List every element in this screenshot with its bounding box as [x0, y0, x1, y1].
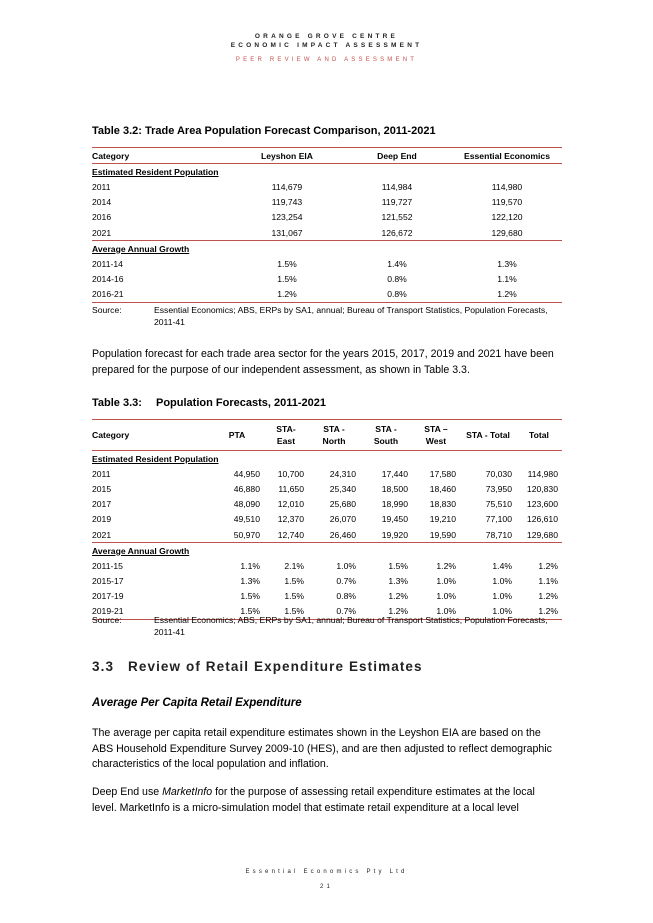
row-label: 2011: [92, 181, 111, 192]
table-cell: 114,679: [271, 181, 303, 192]
table-cell: 11,650: [278, 483, 304, 494]
column-header: STA - South: [360, 420, 412, 451]
column-header: Total: [516, 420, 562, 451]
table-cell: 1.2%: [516, 604, 562, 620]
table-row: [92, 527, 562, 543]
footer-company: Essential Economics Pty Ltd: [245, 869, 408, 875]
table-cell: 49,510: [233, 514, 260, 525]
table-cell: 114,984: [381, 181, 413, 192]
table-row: [92, 195, 562, 210]
source-label: Source:: [92, 305, 122, 315]
table-cell: 1.2%: [388, 591, 408, 602]
table-cell: 12,010: [277, 499, 304, 510]
table-cell: 18,990: [381, 499, 408, 510]
table-cell: 17,580: [429, 468, 456, 479]
section-row: [92, 543, 562, 559]
table-cell: 126,610: [526, 514, 558, 525]
table-cell: 1.0%: [460, 604, 516, 620]
table-3-2-title: Table 3.2: Trade Area Population Forecast Comparison, 2011-2021: [92, 125, 436, 137]
column-header: Essential Economics: [452, 148, 562, 164]
table-row: [92, 497, 562, 512]
column-header: STA- East: [264, 420, 308, 451]
source-text: Essential Economics; ABS, ERPs by SA1, annual; Bureau of Transport Statistics, Population Forecasts, 2011-41: [154, 305, 548, 327]
table-row: [92, 225, 562, 241]
table-cell: 1.0%: [436, 591, 456, 602]
column-header: Category: [92, 148, 232, 164]
section-row: [92, 164, 562, 180]
table-cell: 18,500: [381, 483, 408, 494]
table-cell: 129,680: [516, 527, 562, 543]
section-row: [92, 451, 562, 467]
table-cell: 1.2%: [360, 604, 412, 620]
table-cell: 70,030: [485, 468, 512, 479]
table-cell: 122,120: [491, 212, 523, 223]
row-label: 2014-16: [92, 274, 124, 285]
table-header-row: [92, 148, 562, 164]
table-cell: 77,100: [485, 514, 512, 525]
table-cell: 1.0%: [436, 576, 456, 587]
column-header: Category: [92, 420, 210, 451]
table-cell: 1.5%: [240, 591, 260, 602]
table-cell: 1.4%: [492, 560, 512, 571]
table-cell: 18,460: [429, 483, 456, 494]
source-text: Essential Economics; ABS, ERPs by SA1, annual; Bureau of Transport Statistics, Population Forecasts, 2011-41: [154, 615, 548, 637]
table-row: [92, 512, 562, 527]
table-cell: 25,340: [329, 483, 356, 494]
para3-pre: Deep End use: [92, 786, 163, 798]
table-cell: 26,460: [308, 527, 360, 543]
table-row: [92, 466, 562, 481]
table-cell: 0.8%: [387, 274, 407, 285]
table-cell: 18,830: [429, 499, 456, 510]
section-title: Review of Retail Expenditure Estimates: [128, 659, 423, 674]
table-cell: 73,950: [485, 483, 512, 494]
table-cell: 12,370: [277, 514, 304, 525]
section-label: Estimated Resident Population: [92, 166, 219, 177]
table-3-3-caption: Population Forecasts, 2011-2021: [156, 397, 326, 409]
section-row: [92, 241, 562, 257]
table-cell: 131,067: [232, 225, 342, 241]
table-cell: 46,880: [233, 483, 260, 494]
table-cell: 1.5%: [277, 258, 297, 269]
row-label: 2017-19: [92, 591, 124, 602]
table-cell: 123,254: [271, 212, 303, 223]
column-header: Leyshon EIA: [232, 148, 342, 164]
table-cell: 119,570: [491, 197, 523, 208]
column-header: STA - Total: [460, 420, 516, 451]
row-label: 2021: [92, 527, 210, 543]
table-cell: 1.4%: [387, 258, 407, 269]
table-cell: 1.1%: [538, 576, 558, 587]
table-cell: 1.2%: [538, 560, 558, 571]
table-cell: 119,743: [271, 197, 303, 208]
table-cell: 114,980: [491, 181, 523, 192]
column-header: STA - North: [308, 420, 360, 451]
section-label: Average Annual Growth: [92, 545, 190, 556]
table-cell: 1.1%: [497, 274, 517, 285]
table-3-3-source: [92, 614, 562, 640]
table-cell: 1.1%: [240, 560, 260, 571]
table-cell: 1.0%: [412, 604, 460, 620]
table-cell: 1.2%: [452, 287, 562, 303]
table-cell: 48,090: [233, 499, 260, 510]
table-cell: 1.3%: [388, 576, 408, 587]
table-3-3-title: [92, 397, 326, 409]
row-label: 2015-17: [92, 576, 124, 587]
section-label: Average Annual Growth: [92, 243, 190, 254]
table-cell: 121,552: [381, 212, 413, 223]
header-line-3: PEER REVIEW AND ASSESSMENT: [235, 57, 418, 63]
table-cell: 19,590: [412, 527, 460, 543]
table-cell: 1.5%: [284, 576, 304, 587]
page-number: 21: [319, 884, 334, 890]
table-cell: 129,680: [452, 225, 562, 241]
table-cell: 1.0%: [336, 560, 356, 571]
table-cell: 26,070: [329, 514, 356, 525]
table-cell: 0.8%: [342, 287, 452, 303]
table-row: [92, 481, 562, 496]
paragraph-deep-end: [92, 785, 562, 816]
section-heading: [92, 659, 423, 674]
table-row: [92, 574, 562, 589]
row-label: 2016: [92, 212, 112, 223]
table-cell: 2.1%: [284, 560, 304, 571]
row-label: 2015: [92, 483, 112, 494]
table-cell: 1.2%: [436, 560, 456, 571]
table-cell: 1.5%: [277, 274, 297, 285]
table-cell: 75,510: [485, 499, 512, 510]
table-cell: 25,680: [329, 499, 356, 510]
table-cell: 24,310: [329, 468, 356, 479]
row-label: 2021: [92, 225, 232, 241]
table-cell: 44,950: [233, 468, 260, 479]
table-header-row: [92, 420, 562, 451]
paragraph-population-forecast: Population forecast for each trade area sector for the years 2015, 2017, 2019 and 2021 have been prepared for the purpose of our independent assessment, as shown in Table 3.3.: [92, 348, 554, 376]
table-row: [92, 256, 562, 271]
table-cell: 1.5%: [388, 560, 408, 571]
row-label: 2011-14: [92, 258, 123, 269]
table-3-3-number: Table 3.3:: [92, 397, 142, 409]
row-label: 2017: [92, 499, 112, 510]
table-cell: 0.8%: [336, 591, 356, 602]
table-cell: 120,830: [526, 483, 558, 494]
table-cell: 1.2%: [232, 287, 342, 303]
table-cell: 50,970: [210, 527, 264, 543]
table-row: [92, 558, 562, 573]
header-line-1: ORANGE GROVE CENTRE: [254, 33, 399, 40]
header-line-2: ECONOMIC IMPACT ASSESSMENT: [230, 42, 423, 49]
para3-post: for the purpose of assessing retail expenditure estimates at the local level. MarketInfo is a micro-simulation model that estimate retail expenditure at a local level: [92, 786, 535, 814]
table-row: [92, 589, 562, 604]
table-cell: 0.7%: [336, 576, 356, 587]
column-header: Deep End: [342, 148, 452, 164]
section-label: Estimated Resident Population: [92, 453, 219, 464]
row-label: 2011-15: [92, 560, 123, 571]
row-label: 2019: [92, 514, 112, 525]
table-cell: 1.0%: [492, 576, 512, 587]
table-cell: 12,740: [264, 527, 308, 543]
table-cell: 78,710: [460, 527, 516, 543]
table-row: [92, 210, 562, 225]
table-row: [92, 272, 562, 287]
table-cell: 1.5%: [284, 591, 304, 602]
table-cell: 19,450: [381, 514, 408, 525]
section-number: 3.3: [92, 659, 115, 674]
table-cell: 114,980: [527, 468, 558, 479]
table-cell: 126,672: [342, 225, 452, 241]
table-cell: 17,440: [381, 468, 408, 479]
table-cell: 1.3%: [497, 258, 517, 269]
row-label: 2016-21: [92, 287, 232, 303]
table-cell: 1.5%: [264, 604, 308, 620]
table-3-2: [92, 147, 562, 303]
row-label: 2019-21: [92, 604, 210, 620]
source-label: Source:: [92, 615, 122, 625]
table-cell: 19,210: [429, 514, 456, 525]
row-label: 2014: [92, 197, 112, 208]
table-3-2-source: [92, 304, 562, 330]
table-3-3: [92, 419, 562, 620]
table-cell: 1.3%: [240, 576, 260, 587]
table-cell: 0.7%: [308, 604, 360, 620]
table-cell: 1.0%: [492, 591, 512, 602]
table-cell: 19,920: [360, 527, 412, 543]
row-label: 2011: [92, 468, 111, 479]
paragraph-leyshon-estimates: The average per capita retail expenditure estimates shown in the Leyshon EIA are based on the ABS Household Expenditure Survey 2009-10 (HES), and are then adjusted to reflect demographic characteristics of the local population and inflation.: [92, 727, 552, 770]
marketinfo-term: MarketInfo: [162, 786, 213, 798]
table-cell: 119,727: [381, 197, 413, 208]
subheading: Average Per Capita Retail Expenditure: [92, 697, 302, 709]
column-header: PTA: [210, 420, 264, 451]
table-row: [92, 179, 562, 194]
table-cell: 123,600: [526, 499, 558, 510]
table-row: [92, 287, 562, 303]
column-header: STA – West: [412, 420, 460, 451]
table-cell: 10,700: [277, 468, 304, 479]
table-cell: 1.2%: [538, 591, 558, 602]
table-cell: 1.5%: [210, 604, 264, 620]
